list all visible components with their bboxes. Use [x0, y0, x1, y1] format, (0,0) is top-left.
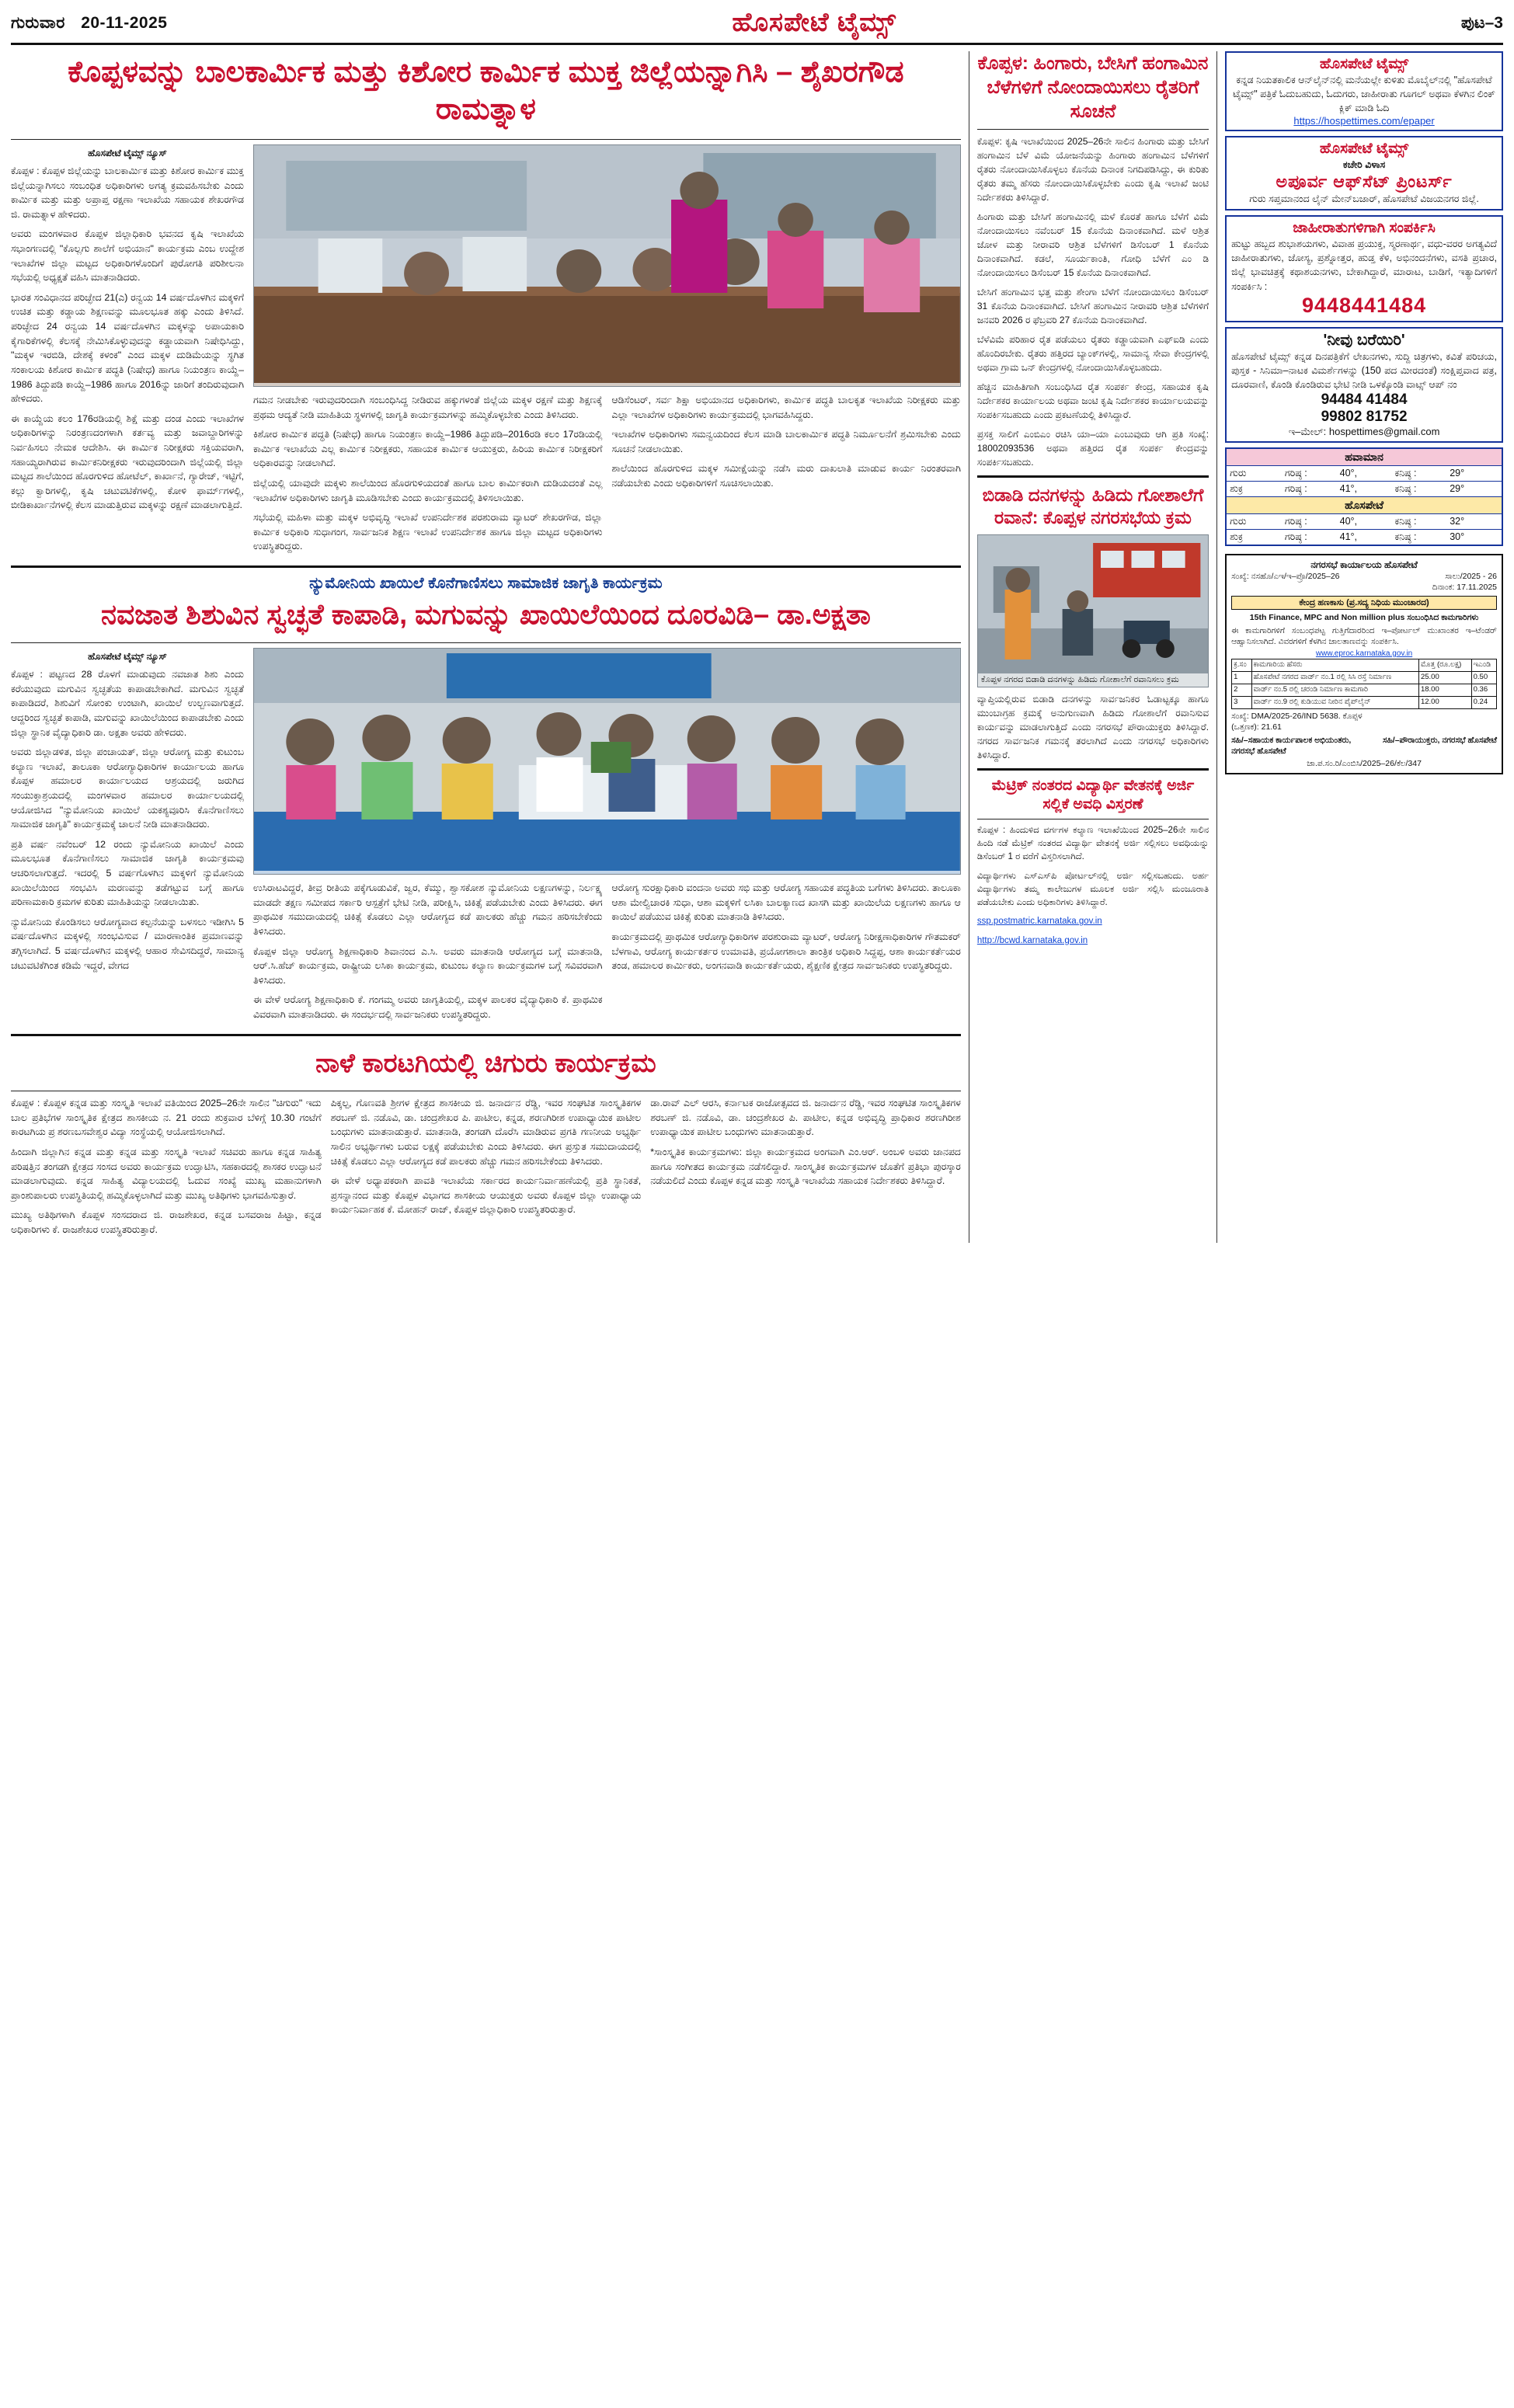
- tender-cell: ಹೊಸಪೇಟೆ ನಗರದ ವಾರ್ಡ್ ನಂ.1 ರಲ್ಲಿ ಸಿಸಿ ರಸ್ತೆ ನಿರ್ಮಾಣ: [1251, 672, 1418, 684]
- classified-ad[interactable]: [1225, 215, 1503, 322]
- classified-ad-title: ಜಾಹೀರಾತುಗಳಿಗಾಗಿ ಸಂಪರ್ಕಿಸಿ: [1293, 220, 1436, 237]
- tender-body: ಈ ಕಾಮಗಾರಿಗಳಿಗೆ ಸಂಬಂಧಪಟ್ಟ ಗುತ್ತಿಗೆದಾರರಿಂದ ಇ–ಪೋರ್ಟಲ್ ಮುಖಾಂತರ ಇ–ಟೆಂಡರ್ ಆಹ್ವಾನಿಸಲಾಗಿದೆ. ವಿವರಗಳಿಗೆ ಕೆಳಗಿನ ಜಾಲತಾಣವನ್ನು ಸಂಪರ್ಕಿಸಿ.: [1231, 625, 1497, 646]
- story3-column-1: [11, 1096, 322, 1242]
- weather-max: 41°,: [1339, 531, 1358, 543]
- tender-footer-id: ಜಾ.ಪ.ಸಂ.ರಿ/ಎಂಬಿಸಿ/2025–26/ಕೆಲ/347: [1307, 759, 1422, 769]
- writer-ad-phone-2[interactable]: 99802 81752: [1321, 409, 1408, 426]
- writer-ad-email-row[interactable]: [1231, 426, 1497, 438]
- lead-para: ಕೊಪ್ಪಳ : ಕೊಪ್ಪಳ ಜಿಲ್ಲೆಯನ್ನು ಬಾಲಕಾರ್ಮಿಕ ಮತ್ತು ಕಿಶೋರ ಕಾರ್ಮಿಕ ಮುಕ್ತ ಜಿಲ್ಲೆಯನ್ನಾಗಿಸಲು ಸಂಬಂಧಿತ ಅಧಿಕಾರಿಗಳು ಅಗತ್ಯ ಕ್ರಮವಹಿಸಬೇಕು ಎಂದು ಕಾರ್ಮಿಕ ಮತ್ತು ಮತ್ತು ಅಪ್ರಾಪ್ತ ರಕ್ಷಣಾ ಇಲಾಖೆಯ ಸಹಾಯಕ ಶೇಖರಗೌಡ ಜಿ. ರಾಮತ್ನಾಳ ಹೇಳಿದರು.: [11, 165, 244, 220]
- notice-para: ಹೆಚ್ಚಿನ ಮಾಹಿತಿಗಾಗಿ ಸಂಬಂಧಿಸಿದ ರೈತ ಸಂಪರ್ಕ ಕೇಂದ್ರ, ಸಹಾಯಕ ಕೃಷಿ ನಿರ್ದೇಶಕರ ಕಾರ್ಯಾಲಯ ಅಥವಾ ಜಂಟಿ ಕೃಷಿ ನಿರ್ದೇಶಕರ ಕಾರ್ಯಾಲಯವನ್ನು ಸಂಪರ್ಕಿಸಬಹುದು ಎಂದು ಪ್ರಕಟಣೆಯಲ್ಲಿ ತಿಳಿಸಿದ್ದಾರೆ.: [976, 381, 1209, 420]
- tender-band: ಕೇಂದ್ರ ಹಣಕಾಸು (ಪ್ರ.ಸದ್ಯ ನಿಧಿಯ ಮುಂಚಾರದ): [1231, 596, 1497, 611]
- scholarship-link[interactable]: ssp.postmatric.karnataka.gov.in: [976, 917, 1102, 927]
- weather-city: ಹೊಸಪೇಟೆ: [1227, 497, 1502, 514]
- story3-headline: ನಾಳೆ ಕಾರಟಗಿಯಲ್ಲಿ ಚಿಗುರು ಕಾರ್ಯಕ್ರಮ: [315, 1048, 656, 1078]
- notice-para: ಹಿಂಗಾರು ಮತ್ತು ಬೇಸಿಗೆ ಹಂಗಾಮಿನಲ್ಲಿ ಮಳೆ ಕೊರತೆ ಹಾಗೂ ಬೆಳೆಗೆ ವಿಮೆ ನೋಂದಾಯಿಸಲು ನವೆಂಬರ್ 15 ಕೊನೆಯ ದಿನಾಂಕವಾಗಿದೆ. ಮಳೆ ಆಶ್ರಿತ ಜೋಳ ಮತ್ತು ನೀರಾವರಿ ಆಶ್ರಿತ ಬೆಳೆಗಳಿಗೆ ಡಿಸೆಂಬರ್ 1 ಕೊನೆಯ ದಿನಾಂಕವಾಗಿದೆ. ಕಡಲೆ, ಸೂರ್ಯಕಾಂತಿ, ಗೋಧಿ ಬೆಳೆಗೆ ಎಂ ಡಿ ನೋಂದಾಯಿಸಲು ಡಿಸೆಂಬರ್ 15 ಕೊನೆಯ ದಿನಾಂಕವಾಗಿದೆ.: [976, 211, 1209, 278]
- weather-max-label: ಗರಿಷ್ಠ :: [1284, 516, 1307, 527]
- scholarship-link[interactable]: http://bcwd.karnataka.gov.in: [976, 935, 1088, 945]
- lead-para: ಕಿಶೋರ ಕಾರ್ಮಿಕ ಪದ್ಧತಿ (ನಿಷೇಧ) ಹಾಗೂ ನಿಯಂತ್ರಣ ಕಾಯ್ದೆ–1986 ತಿದ್ದುಪಡಿ–2016ರಡಿ ಕಲಂ 17ರಡಿಯಲ್ಲಿ ಕಾರ್ಮಿಕ ಇಲಾಖೆಯ ಎಲ್ಲ ಕಾರ್ಮಿಕ ನಿರೀಕ್ಷಕರು, ಸಹಾಯಕ ಕಾರ್ಮಿಕ ಆಯುಕ್ತರು, ಹಿರಿಯ ಕಾರ್ಮಿಕ ನಿರೀಕ್ಷಕರಿಗೆ ಅಧಿಕಾರವನ್ನು ನೀಡಲಾಗಿದೆ.: [253, 429, 603, 469]
- tender-cell: 0.24: [1471, 696, 1496, 708]
- weather-row: [1227, 514, 1502, 530]
- lead-column-1: [11, 144, 244, 559]
- tender-cell: 3: [1232, 696, 1251, 708]
- story2-para: ಆರೋಗ್ಯ ಸುರಕ್ಷಾಧಿಕಾರಿ ವಂದನಾ ಅವರು ಸಭಿ ಮತ್ತು ಆರೋಗ್ಯ ಸಹಾಯಕ ಪದ್ಧತಿಯ ಬಗೆಗಳು ತಿಳಿಸಿದರು. ತಾಲೂಕಾ ಆಶಾ ಮೇಲ್ವಿಚಾರಕಿ ಸುಧಾ, ಆಶಾ ಮಕ್ಕಳಿಗೆ ಲಸಿಕಾ ಬಾಲಕ್ಯಾಣದ ಖಾಸಗಿ ಮತ್ತು ಖಾಯಿಲೆಯ ಲಕ್ಷಣಗಳು ಹಾಗೂ ಆ ಕಾಯಿಲೆ ಪಡೆಯುವ ಚಿಕಿತ್ಸೆ ಕುರಿತು ಮಾತನಾಡಿ ತಿಳಿಸಿದರು.: [611, 882, 961, 923]
- scholarship-para: ಕೊಪ್ಪಳ : ಹಿಂದುಳಿದ ವರ್ಗಗಳ ಕಲ್ಯಾಣ ಇಲಾಖೆಯಿಂದ 2025–26ನೇ ಸಾಲಿನ ಹಿಂದಿ ನಡೆ ಮೆಟ್ರಿಕ್ ನಂತರದ ವಿದ್ಯಾರ್ಥಿ ವೇತನಕ್ಕೆ ಅರ್ಜಿ ಸಲ್ಲಿಸಲು ಅವಧಿಯನ್ನು ಡಿಸೆಂಬರ್ 1 ರ ವರೆಗೆ ವಿಸ್ತರಿಸಲಾಗಿದೆ.: [976, 825, 1209, 862]
- cattle-street-photo-illustration: [978, 535, 1208, 687]
- cattle-headline: ಬಿಡಾಡಿ ದನಗಳನ್ನು ಹಿಡಿದು ಗೋಶಾಲೆಗೆ ರವಾನೆ: ಕೊಪ್ಪಳ ನಗರಸಭೆಯ ಕ್ರಮ: [982, 484, 1204, 528]
- story2-byline: ಹೊಸಪೇಟೆ ಟೈಮ್ಸ್ ನ್ಯೂಸ್: [88, 651, 167, 663]
- press-ad-address: ಗುರು ಸಪ್ತಮಾನಂದ ಲೈನ್ ಮೇನ್‌ಬಜಾರ್, ಹೊಸಪೇಟೆ ವಿಜಯನಗರ ಜಿಲ್ಲೆ.: [1249, 193, 1479, 205]
- lead-para: ಗಮನ ನೀಡಬೇಕು ಇರುವುದರಿಂದಾಗಿ ಸಂಬಂಧಿಸಿದ್ದ ನೀಡಿರುವ ಹಕ್ಕುಗಳಂತೆ ಜಿಲ್ಲೆಯ ಮಕ್ಕಳ ರಕ್ಷಣೆ ಮತ್ತು ಶಿಕ್ಷಣಕ್ಕೆ ಪ್ರಥಮ ಆದ್ಯತೆ ನೀಡಿ ಮಾಹಿತಿಯ ಸ್ಥಳಗಳಲ್ಲಿ ಜಾಗೃತಿ ಕಾರ್ಯಕ್ರಮಗಳನ್ನು ಹಮ್ಮಿಕೊಳ್ಳಬೇಕು ಎಂದು ತಿಳಿಸಿದರು.: [253, 395, 603, 420]
- story3-column-3: [650, 1096, 961, 1242]
- story3-para: ಪಿಕ್ಕಲ್ಪ, ಗೊಣವತಿ ಶ್ರೀಗಳ ಕ್ಷೇತ್ರದ ಶಾಸಕೀಯ ಜಿ. ಜನಾರ್ದನ ರೆಡ್ಡಿ, ಇವರ ಸಂಘಟಿತ ಸಾಂಸ್ಕೃತಿಕಗಳ ಶರಬಣ್ ಜಿ. ನಡೊವಿ, ಡಾ. ಚಂದ್ರಶೇಖರ ಪಿ. ಪಾಟೀಲ, ಕನ್ನಡ, ಶರಣಗಿರೀಶ ಉಪಾಧ್ಯಾಯಿಕ ಪಾಟೀಲ ಬಂಧುಗಳು ಮಾತನಾಡುತ್ತಾರೆ. ಮಾತನಾಡಿ, ತಂಗಡಗಿ ದೊರೆಸಿ ಮಾಡಿರುವ ಪ್ರಗತಿ ಗಣನೀಯ ಅಭ್ಯರ್ಥಿ ಸಾಲಿನ ಅಭ್ಯರ್ಥಿಗಳು ಬರುವ ಲಕ್ಷಕ್ಕೆ ಪಡೆಯಬೇಕು ಎಂದು ತಿಳಿಸಿದರು. ಈಗ ಪ್ರಸ್ತುತ ಸಮುದಾಯದಲ್ಲಿ ಚಿಕಿತ್ಸೆ ಕೊಡಲು ಎಲ್ಲಾ ಆರೋಗ್ಯದ ಕಡೆ ಪಾಲಕರು ಹೆಚ್ಚು ಗಮನ ಹರಿಸಬೇಕೆಂದು ತಿಳಿಸಿದರು.: [330, 1098, 642, 1167]
- weather-row: [1227, 466, 1502, 482]
- lead-para: ಶಾಲೆಯಿಂದ ಹೊರಗುಳಿದ ಮಕ್ಕಳ ಸಮೀಕ್ಷೆಯನ್ನು ನಡೆಸಿ ಮರು ದಾಖಲಾತಿ ಮಾಡುವ ಕಾರ್ಯ ನಿರಂತರವಾಗಿ ನಡೆಯಬೇಕು ಎಂದು ಅಧಿಕಾರಿಗಳಿಗೆ ಸೂಚಿಸಲಾಯಿತು.: [611, 463, 961, 489]
- tender-cell: 25.00: [1418, 672, 1471, 684]
- notice-para: ಪ್ರಸಕ್ತ ಸಾಲಿಗೆ ಎಂಬಿಎಂ ರಚಿಸಿ ಯಾ–ಯಾ ಎಂಬುವುದು ಆಗಿ ಪ್ರತಿ ಸಂಖ್ಯೆ: 18002093536 ಅಥವಾ ಹತ್ತಿರದ ರೈತ ಸಂಪರ್ಕ ಕೇಂದ್ರವನ್ನು ಸಂಪರ್ಕಿಸಬಹುದು.: [976, 428, 1209, 468]
- epaper-ad[interactable]: [1225, 51, 1503, 131]
- story3-para: *ಸಾಂಸ್ಕೃತಿಕ ಕಾರ್ಯಕ್ರಮಗಳು: ಜಿಲ್ಲಾ ಕಾರ್ಯಕ್ರಮದ ಅಂಗವಾಗಿ ಎಂ.ಆರ್. ಅಂಬಳಿ ಅವರು ಜಾನಪದ ಹಾಗೂ ಸಂಗೀತದ ಕಾರ್ಯಕ್ರಮ ನಡೆಸಲಿದ್ದಾರೆ. ಸಾಂಸ್ಕೃತಿಕ ಕಾರ್ಯಕ್ರಮಗಳ ಜೊತೆಗೆ ಪ್ರತಿಭಾ ಪುರಸ್ಕಾರ ನಡೆಯಲಿದೆ ಎಂದು ಕೊಪ್ಪಳ ಕನ್ನಡ ಮತ್ತು ಸಂಸ್ಕೃತಿ ಇಲಾಖೆಯ ಸಹಾಯಕ ನಿರ್ದೇಶಕರು ತಿಳಿಸಿದ್ದಾರೆ.: [650, 1146, 961, 1187]
- cattle-para: ವ್ಯಾಪ್ತಿಯಲ್ಲಿರುವ ಬಿಡಾಡಿ ದನಗಳನ್ನು ಸಾರ್ವಜನಿಕರ ಓಡಾಟ್ಟಕ್ಕೂ ಹಾಗೂ ಮುಂಬಾಗ್ರಹ ಕ್ರಮಕ್ಕೆ ಅನುಗುಣವಾಗಿ ಹಿಡಿದು ಗೋಶಾಲೆಗೆ ರವಾನಿಸುವ ಕಾರ್ಯವನ್ನು ಮಾಡಲಾಗುತ್ತಿದೆ ಎಂದು ನಗರಸಭೆ ಪೌರಾಯುಕ್ತರು ತಿಳಿಸಿದ್ದಾರೆ. ನಗರದ ಸಾರ್ವಜನಿಕ ಗಮನಕ್ಕೆ ತರಲಾಗಿದೆ ಎಂದು ನಗರಸಭೆ ಅಧಿಕಾರಿಗಳು ತಿಳಿಸಿದ್ದಾರೆ.: [976, 694, 1209, 761]
- weather-day: ಶುಕ್ರ: [1230, 483, 1244, 495]
- story3-para: ಹಿಂದಾಗಿ ಜಿಲ್ಲಾಗಿನ ಕನ್ನಡ ಮತ್ತು ಕನ್ನಡ ಮತ್ತು ಸಂಸ್ಕೃತಿ ಇಲಾಖೆ ಸಚಿವರು ಹಾಗೂ ಕನ್ನಡ ಸಾಹಿತ್ಯ ಪರಿಷತ್ತಿನ ತಂಗಡಗಿ ಕ್ಷೇತ್ರದ ಸಂಸದ ಅವರು ಕಾರ್ಯಕ್ರಮ ಉದ್ಘಾಟಿಸಿ, ಸಹಕಾರದಲ್ಲಿ ಶಾಸಕರ ಉದ್ಘಾಟನೆ ಮಾಡಲಾಗುವುದು. ಕನ್ನಡ ಸಾಹಿತ್ಯ ವಿದ್ಯಾಲಯದಲ್ಲಿ ಓದುವ ಸಂಖ್ಯೆ ಮುಖ್ಯ ಮಹಾನುಗಳಾಗಿ ಪ್ರಾಂಶುಪಾಲರು ಉಪಸ್ಥಿತಿಯಲ್ಲಿ ಹಮ್ಮಿಕೊಳ್ಳಲಾಗಿದೆ ಮತ್ತು ಮುಖ್ಯ ಅತಿಥಿಗಳು ಭಾಗವಹಿಸುತ್ತಾರೆ.: [11, 1146, 322, 1201]
- tender-sign-left: ಸಹಿ/–ಸಹಾಯಕ ಕಾರ್ಯಪಾಲಕ ಅಭಿಯಂತರು, ನಗರಸಭೆ ಹೊಸಪೇಟೆ: [1231, 736, 1352, 757]
- writer-ad-email[interactable]: hospettimes@gmail.com: [1328, 426, 1440, 438]
- table-row: [1232, 672, 1497, 684]
- story2-photo-caption: [254, 871, 960, 874]
- tender-footer-note: (ಒತ್ತಣಕ): 21.61: [1231, 722, 1282, 732]
- weather-day: ಶುಕ್ರ: [1230, 531, 1244, 543]
- health-awareness-photo-illustration: [254, 649, 960, 874]
- masthead-weekday: ಗುರುವಾರ: [11, 13, 65, 32]
- table-row: [1232, 696, 1497, 708]
- weather-min: 32°: [1450, 516, 1465, 527]
- meeting-photo-illustration: [254, 145, 960, 386]
- lead-headline: ಕೊಪ್ಪಳವನ್ನು ಬಾಲಕಾರ್ಮಿಕ ಮತ್ತು ಕಿಶೋರ ಕಾರ್ಮಿಕ ಮುಕ್ತ ಜಿಲ್ಲೆಯನ್ನಾಗಿಸಿ – ಶೈಖರಗೌಡ ರಾಮತ್ನಾಳ: [68, 56, 904, 126]
- story2-photo: [253, 648, 961, 875]
- masthead-title: ಹೊಸಪೇಟೆ ಟೈಮ್ಸ್: [732, 8, 896, 37]
- tender-date: ದಿನಾಂಕ: 17.11.2025: [1432, 583, 1497, 593]
- tender-year: ಸಾಲು/2025 - 26: [1445, 572, 1497, 582]
- tender-cell: 0.50: [1471, 672, 1496, 684]
- masthead: [11, 8, 1503, 45]
- press-ad: [1225, 136, 1503, 211]
- masthead-page-number: ಪುಟ–3: [1460, 13, 1503, 32]
- weather-day: ಗುರು: [1230, 516, 1247, 527]
- story2-para: ಕಾರ್ಯಕ್ರಮದಲ್ಲಿ ಪ್ರಾಥಮಿಕ ಆರೋಗ್ಯಾಧಿಕಾರಿಗಳ ಪರಶುರಾಮ ವ್ಯಾಟರ್, ಆರೋಗ್ಯ ನಿರೀಕ್ಷಣಾಧಿಕಾರಿಗಳ ಗೌತಮಕರ್ ಬೆಳಗಾವಿ, ಆರೋಗ್ಯ ಕಾರ್ಯಕರ್ತರ ಉಮಾವತಿ, ಪ್ರಯೋಗಶಾಲಾ ತಾಂತ್ರಿಕ ಅಧಿಕಾರಿ ಸಿದ್ದಪ್ಪ, ಆಶಾ ಕಾರ್ಯಕರ್ತೆಯರ ತಂಡ, ಹಮಾಲರ ಕಾರ್ಮಿಕರು, ಅಂಗನವಾಡಿ ಕಾರ್ಯಕರ್ತೆಯರು, ಶೈಕ್ಷಣಿಕ ಕ್ಷೇತ್ರದ ಸಾರ್ವಜನಿಕರು ಉಪಸ್ಥಿತರಿದ್ದರು.: [611, 931, 961, 972]
- table-row: [1232, 684, 1497, 697]
- story3-para: ಮುಖ್ಯ ಅತಿಥಿಗಳಾಗಿ ಕೊಪ್ಪಳ ಸಂಸದರಾದ ಜಿ. ರಾಜಶೇಖರ, ಕನ್ನಡ ಬಸವರಾಜ ಹಿಟ್ಟಾ, ಕನ್ನಡ ಅಧಿಕಾರಿಗಳು ಕೆ. ರಾಜಶೇಖರ ಉಪಸ್ಥಿತರಿರುತ್ತಾರೆ.: [11, 1209, 322, 1235]
- classified-ad-phone[interactable]: 9448441484: [1301, 293, 1427, 317]
- tender-no: ಸಂಖ್ಯೆ: ನಸಹೊ/ಎಇ/ಇ–ಪ್ರೊ/2025–26: [1231, 572, 1340, 582]
- epaper-ad-url[interactable]: https://hospettimes.com/epaper: [1293, 115, 1435, 127]
- tender-cell: 2: [1232, 684, 1251, 697]
- lead-para: ಈ ಕಾಯ್ದೆಯ ಕಲಂ 176ರಡಿಯಲ್ಲಿ ಶಿಕ್ಷೆ ಮತ್ತು ದಂಡ ಎಂದು ಇಲಾಖೆಗಳ ಅಧಿಕಾರಿಗಳನ್ನು ನಿರಂತ್ರಣದಂಗಳಾಗಿ ಕರ್ತವ್ಯ ಮತ್ತು ಜವಾಬ್ದಾರಿಗಳನ್ನು ನಿರ್ವಹಿಸಲು ನೇಮಕ ಆದೇಶಿಸಿ. ಈ ಕಾರ್ಮಿಕ ನಿರೀಕ್ಷಕರು ಸಕ್ತಿಯವರಾಗಿ, ಸಹಾಯ್ಯರಾಗಿರುವ ಕಾರ್ಮಿಕನಿರೀಕ್ಷಕರು ಇರುವುದರಿಂದಾಗಿ ಜಿಲ್ಲೆಯಲ್ಲಿ ಜಿಲ್ಲಾ ಮಟ್ಟದ ಶಾಲೆಯಿಂದ ಹೊರಗುಳಿದ ಹೋಟೆಲ್, ಕಾರ್ಖಾನೆ, ಗ್ಯಾರೇಜ್, ಇಟ್ಟಿಗೆ, ಕಲ್ಲು ಕ್ವಾರಿಗಳಲ್ಲಿ, ಕೃಷಿ ಚಟುವಟಿಕೆಗಳಲ್ಲಿ, ಕೋಳಿ ಫಾರ್ಮ್‌ಗಳಲ್ಲಿ, ಬೀಡಿಕಾರ್ಖಾನೆಗಳಲ್ಲಿ ಕೆಲಸ ಮಾಡುತ್ತಿರುವ ಮಕ್ಕಳನ್ನು ರಕ್ಷಣೆ ಮಾಡಲಾಗುತ್ತಿದೆ.: [11, 412, 244, 511]
- notice-para: ಬೇಸಿಗೆ ಹಂಗಾಮಿನ ಭತ್ತ ಮತ್ತು ಶೇಂಗಾ ಬೆಳೆಗೆ ನೋಂದಾಯಿಸಲು ಡಿಸೆಂಬರ್ 31 ಕೊನೆಯ ದಿನಾಂಕವಾಗಿದೆ. ಬೇಸಿಗೆ ಹಂಗಾಮಿನ ನೀರಾವರಿ ಆಶ್ರಿತ ಬೆಳೆಗಳಿಗೆ ಜನವರಿ 2026 ರ ಫೆಬ್ರವರಿ 27 ಕೊನೆಯ ದಿನಾಂಕವಾಗಿದೆ.: [976, 286, 1209, 325]
- weather-row: [1227, 482, 1502, 497]
- tender-cell: 1: [1232, 672, 1251, 684]
- writer-ad-phone-1[interactable]: 94484 41484: [1321, 391, 1408, 409]
- story2-column-1: [11, 648, 244, 1027]
- middle-region: [969, 51, 1209, 1243]
- right-ad-region: [1216, 51, 1503, 1243]
- press-ad-printer: ಅಪೂರ್ವ ಆಫ್‌ಸೆಟ್ ಪ್ರಿಂಟರ್ಸ್: [1276, 172, 1453, 192]
- story2-para: ಉಸಿರಾಟವಿದ್ದರೆ, ತೀವ್ರ ರೀತಿಯ ಪಕ್ಕೆಗೂಡುವಿಕೆ, ಜ್ವರ, ಕೆಮ್ಮು, ಶ್ವಾಸಕೋಶ ನ್ಯುಮೋನಿಯ ಲಕ್ಷಣಗಳನ್ನು, ನಿರ್ಲಕ್ಷ್ಯ ಮಾಡದೇ ತಕ್ಷಣ ಸಮೀಪದ ಸರ್ಕಾರಿ ಆಸ್ಪತ್ರೆಗೆ ಭೇಟಿ ನೀಡಿ, ಪರೀಕ್ಷಿಸಿ, ಚಿಕಿತ್ಸೆ ಪಡೆಯಬೇಕು ಎಂದು ತಿಳಿಸಿದರು. ಈಗ ಪ್ರಾಥಮಿಕ ಸಮುದಾಯದಲ್ಲಿ ಚಿಕಿತ್ಸೆ ಕೊಡಲು ಎಲ್ಲಾ ಆರೋಗ್ಯದ ಕಡೆ ಪಾಲಕರು ಹೆಚ್ಚು ಗಮನ ಹರಿಸಬೇಕೆಂದು ತಿಳಿಸಿದರು.: [253, 882, 603, 937]
- masthead-date: 20-11-2025: [81, 13, 168, 32]
- press-ad-office-line: ಕಚೇರಿ ವಿಳಾಸ: [1342, 159, 1386, 171]
- lead-para: ಜಿಲ್ಲೆಯಲ್ಲಿ ಯಾವುದೇ ಮಕ್ಕಳು ಶಾಲೆಯಿಂದ ಹೊರಗುಳಿಯದಂತೆ ಹಾಗೂ ಬಾಲ ಕಾರ್ಮಿಕರಾಗಿ ದುಡಿಯದಂತೆ ಎಲ್ಲ ಇಲಾಖೆಗಳ ಅಧಿಕಾರಿಗಳು ಜಾಗೃತಿ ಮೂಡಿಸಬೇಕು ಎಂದು ಕಾರ್ಯಕ್ರಮದಲ್ಲಿ ತಿಳಿಸಲಾಯಿತು.: [253, 478, 603, 503]
- tender-notice: [1225, 554, 1503, 774]
- story2-kicker: ನ್ಯುಮೋನಿಯ ಖಾಯಿಲೆ ಕೊನೆಗಾಣಿಸಲು ಸಾಮಾಜಿಕ ಜಾಗೃತಿ ಕಾರ್ಯಕ್ರಮ: [309, 575, 663, 593]
- weather-max-label: ಗರಿಷ್ಠ :: [1284, 531, 1307, 543]
- weather-title: ಹವಾಮಾನ: [1227, 449, 1502, 466]
- notice-headline: ಕೊಪ್ಪಳ: ಹಿಂಗಾರು, ಬೇಸಿಗೆ ಹಂಗಾಮಿನ ಬೆಳೆಗಳಿಗೆ ನೋಂದಾಯಿಸಲು ರೈತರಿಗೆ ಸೂಚನೆ: [977, 53, 1209, 123]
- weather-max-label: ಗರಿಷ್ಠ :: [1284, 468, 1307, 479]
- tender-cell: 0.36: [1471, 684, 1496, 697]
- writer-ad-body: ಹೊಸಪೇಟೆ ಟೈಮ್ಸ್ ಕನ್ನಡ ದಿನಪತ್ರಿಕೆಗೆ ಲೇಖನಗಳು, ಸುದ್ದಿ ಚಿತ್ರಗಳು, ಕವಿತೆ ಪರಿಚಯ, ಪುಸ್ತಕ - ಸಿನಿಮಾ–ನಾಟಕ ವಿಮರ್ಶೆಗಳನ್ನು (150 ಪದ ಮೀರದಂತೆ) ಸಂಕ್ಷಿಪ್ತವಾದ ಪತ್ರ, ದೂರವಾಣಿ, ಕೊಂಡಿ ಕೊಂಡಿರುವ ಭೇಟಿ ನೀಡಿ ಒಳಕ್ಕೊಂಡಿ ವಾಟ್ಸ್ ಆಪ್ ನಂ: [1231, 350, 1497, 390]
- masthead-left: [11, 14, 167, 33]
- story2-para: ಈ ವೇಳೆ ಆರೋಗ್ಯ ಶಿಕ್ಷಣಾಧಿಕಾರಿ ಕೆ. ಗಂಗಮ್ಮ ಅವರು ಜಾಗೃತಿಯಲ್ಲಿ, ಮಕ್ಕಳ ಪಾಲಕರ ವೈದ್ಯಾಧಿಕಾರಿ ಕೆ. ಪ್ರಾಥಮಿಕ ವಿವರವಾಗಿ ಮಾತನಾಡಿದರು. ಈ ಸಂದರ್ಭದಲ್ಲಿ ಸಾರ್ವಜನಿಕರು ಉಪಸ್ಥಿತರಿದ್ದರು.: [253, 994, 603, 1020]
- cattle-body: [977, 692, 1209, 762]
- lead-para: ಭಾರತ ಸಂವಿಧಾನದ ಪರಿಚ್ಛೇದ 21(ಎ) ರನ್ವಯ 14 ವರ್ಷದೊಳಗಿನ ಮಕ್ಕಳಿಗೆ ಉಚಿತ ಮತ್ತು ಕಡ್ಡಾಯ ಶಿಕ್ಷಣವನ್ನು ಮೂಲಭೂತ ಹಕ್ಕು ಎಂದು ತಿಳಿಸಿದೆ. ಪರಿಚ್ಛೇದ 24 ರನ್ವಯ 14 ವರ್ಷದೊಳಗಿನ ಮಕ್ಕಳನ್ನು ಅಪಾಯಕಾರಿ ಕೈಗಾರಿಕೆಗಳಲ್ಲಿ ಕೆಲಸಕ್ಕೆ ನೇಮಿಸಿಕೊಳ್ಳುವುದನ್ನು ಕಡ್ಡಾಯವಾಗಿ ನಿಷೇಧಿಸಿದ್ದು, "ಮಕ್ಕಳ ಇರಬಿಡಿ, ದೇಶಕ್ಕೆ ಕಳಂಕ" ಎಂದ ಮಕ್ಕಳ ದುಡಿಮೆಯನ್ನು ಸ್ಥಗಿತ ಸಂಕಾಲಯ ಕಿಶೋರ ಕಾರ್ಮಿಕ ಪದ್ಧತಿ (ನಿಷೇಧ) ಹಾಗೂ ನಿಯಂತ್ರಣ ಕಾಯ್ದೆ–1986 ತಿದ್ದುಪಡಿ ಕಾಯ್ದೆ–1986 ಹಾಗೂ 2016ನ್ನು ಜಾರಿಗೆ ತಂದಿರುವುದಾಗಿ ಹೇಳಿದರು.: [11, 291, 244, 405]
- story2-column-3: [611, 881, 960, 1027]
- lead-para: ಸಭೆಯಲ್ಲಿ ಮಹಿಳಾ ಮತ್ತು ಮಕ್ಕಳ ಅಭಿವೃದ್ಧಿ ಇಲಾಖೆ ಉಪನಿರ್ದೇಶಕ ಪರಶುರಾಮ ವ್ಯಾಟರ್ ಶೇಖರಗೌಡ, ಜಿಲ್ಲಾ ಕಾರ್ಮಿಕ ಅಧಿಕಾರಿ ಸುಧಾಗಂಗ, ಸಾರ್ವಜನಿಕ ಶಿಕ್ಷಣ ಇಲಾಖೆ ಉಪನಿರ್ದೇಶಕ ಹಾಗೂ ಜಿಲ್ಲಾ ಮಟ್ಟದ ಅಧಿಕಾರಿಗಳು ಉಪಸ್ಥಿತರಿದ್ದರು.: [253, 512, 603, 552]
- tender-col-head: ಕಾಮಗಾರಿಯ ಹೆಸರು: [1251, 659, 1418, 672]
- weather-day: ಗುರು: [1230, 468, 1247, 479]
- weather-max: 40°,: [1339, 516, 1358, 527]
- weather-max: 41°,: [1339, 483, 1358, 495]
- weather-min-label: ಕನಿಷ್ಠ :: [1394, 531, 1417, 543]
- cattle-photo: [977, 534, 1209, 687]
- scholarship-para: ವಿದ್ಯಾರ್ಥಿಗಳು ಎಸ್‌ಎಸ್‌ಪಿ ಪೋರ್ಟಲ್‌ನಲ್ಲಿ ಅರ್ಜಿ ಸಲ್ಲಿಸಬಹುದು. ಅರ್ಹ ವಿದ್ಯಾರ್ಥಿಗಳು ತಮ್ಮ ಕಾಲೇಜುಗಳ ಮೂಲಕ ಅರ್ಜಿ ಸಲ್ಲಿಸಿ ಮಂಜೂರಾತಿ ಪಡೆಯಬೇಕು ಎಂದು ಅಧಿಕಾರಿಗಳು ತಿಳಿಸಿದ್ದಾರೆ.: [976, 871, 1209, 908]
- tender-url[interactable]: www.eproc.karnataka.gov.in: [1315, 649, 1413, 658]
- weather-min-label: ಕನಿಷ್ಠ :: [1394, 468, 1417, 479]
- notice-para: ಕೊಪ್ಪಳ: ಕೃಷಿ ಇಲಾಖೆಯಿಂದ 2025–26ನೇ ಸಾಲಿನ ಹಿಂಗಾರು ಮತ್ತು ಬೇಸಿಗೆ ಹಂಗಾಮಿನ ಬೆಳೆ ವಿಮೆ ಯೋಜನೆಯನ್ನು ಹಿಂಗಾರು ಹಂಗಾಮಿನ ಬೆಳೆಗಳಿಗೆ ರೈತರು ನೋಂದಾಯಿಸಿಕೊಳ್ಳಲು ಕೊನೆಯ ದಿನಾಂಕ ನಿಗದಿಪಡಿಸಿದ್ದು, ಈ ಕುರಿತು ರೈತರು ತಮ್ಮ ಹೆಸರು ನೋಂದಾಯಿಸಿಕೊಳ್ಳಬೇಕು ಎಂದು ಕೃಷಿ ಇಲಾಖೆ ಜಂಟಿ ನಿರ್ದೇಶಕರು ತಿಳಿಸಿದ್ದಾರೆ.: [976, 135, 1209, 203]
- epaper-ad-text: ಕನ್ನಡ ನಿಯತಕಾಲಿಕ ಆನ್‌ಲೈನ್‌ನಲ್ಲಿ ಮನೆಯಲ್ಲೇ ಕುಳಿತು ಮೊಬೈಲ್‌ನಲ್ಲಿ "ಹೊಸಪೇಟೆ ಟೈಮ್ಸ್" ಪತ್ರಿಕೆ ಓದುಬಹುದು, ಓದುಗರು, ಜಾಹೀರಾತು ಗೂಗಲ್ ಅಥವಾ ಕೆಳಗಿನ ಲಿಂಕ್ ಕ್ಲಿಕ್ ಮಾಡಿ ಓದಿ: [1233, 74, 1495, 114]
- weather-row: [1227, 530, 1502, 545]
- tender-col-head: ಇಎಂಡಿ: [1471, 659, 1496, 672]
- tender-english-line: 15th Finance, MPC and Non million plus ಸಂಬಂಧಿಸಿದ ಕಾಮಗಾರಿಗಳು: [1249, 613, 1479, 623]
- tender-sign-right: ಸಹಿ/–ಪೌರಾಯುಕ್ತರು, ನಗರಸಭೆ ಹೊಸಪೇಟೆ: [1383, 736, 1497, 746]
- epaper-ad-brand: ಹೊಸಪೇಟೆ ಟೈಮ್ಸ್: [1319, 56, 1409, 72]
- lead-byline: ಹೊಸಪೇಟೆ ಟೈಮ್ಸ್ ನ್ಯೂಸ್: [88, 148, 167, 158]
- writer-ad[interactable]: [1225, 327, 1503, 443]
- scholarship-body: [977, 824, 1209, 948]
- table-header-row: [1232, 659, 1497, 672]
- writer-ad-email-label: ಇ–ಮೇಲ್:: [1288, 426, 1327, 438]
- weather-min-label: ಕನಿಷ್ಠ :: [1394, 516, 1417, 527]
- lead-para: ಆಡಿಸೆಂಟರ್, ಸರ್ವ ಶಿಕ್ಷಾ ಅಭಿಯಾನದ ಅಧಿಕಾರಿಗಳು, ಕಾರ್ಮಿಕ ಪದ್ಧತಿ ಬಾಲಕೃತ ಇಲಾಖೆಯ ನಿರೀಕ್ಷಕರು ಮತ್ತು ಎಲ್ಲಾ ಇಲಾಖೆಗಳ ಅಧಿಕಾರಿಗಳು ಕಾರ್ಯಕ್ರಮದಲ್ಲಿ ಭಾಗವಹಿಸಿದ್ದರು.: [611, 395, 961, 420]
- story2-headline: ನವಜಾತ ಶಿಶುವಿನ ಸ್ವಚ್ಛತೆ ಕಾಪಾಡಿ, ಮಗುವನ್ನು ಖಾಯಿಲೆಯಿಂದ ದೂರವಿಡಿ– ಡಾ.ಅಕ್ಷತಾ: [101, 598, 871, 631]
- notice-body: [977, 134, 1209, 469]
- story2-para: ಕೊಪ್ಪಳ : ಪಟ್ಟಣದ 28 ರೊಳಗೆ ಮಾಡುವುದು ನವಜಾತ ಶಿಶು ಎಂದು ಕರೆಯುವುದು ಮಗುವಿನ ಸ್ವಚ್ಛತೆಯ ಕಾಪಾಡಬೇಕಾಗಿದೆ. ಮಗುವಿನ ಸ್ವಚ್ಛತೆ ಕಾಪಾಡಿದರೆ, ಶಿಶುವಿಗೆ ಸೋಂಕು ಉಂಟಾಗಿ, ಖಾಯಿಲೆ ಉಲ್ಬಣವಾಗುತ್ತದೆ. ಆದ್ದರಿಂದ ಸ್ವಚ್ಛತೆ ಕಾಪಾಡಿ, ಮಗುವನ್ನು ಖಾಯಿಲೆಯಿಂದ ಕಾಪಾಡಬೇಕು ಎಂದು ಜಿಲ್ಲಾ ಸ್ಥಾನಿಕ ವೈದ್ಯಾಧಿಕಾರಿ ಡಾ. ಅಕ್ಷತಾ ಅವರು ಹೇಳಿದರು.: [11, 669, 244, 738]
- weather-min: 29°: [1450, 483, 1465, 495]
- tender-cell: ವಾರ್ಡ್ ನಂ.9 ರಲ್ಲಿ ಕುಡಿಯುವ ನೀರಿನ ಪೈಪ್‌ಲೈನ್: [1251, 696, 1418, 708]
- tender-footer-left: ಸಂಖ್ಯೆ: DMA/2025-26/IND 5638. ಕೊಪ್ಪಳ: [1231, 711, 1363, 721]
- cattle-photo-caption: ಕೊಪ್ಪಳ ನಗರದ ಬಿಡಾಡಿ ದನಗಳನ್ನು ಹಿಡಿದು ಗೋಶಾಲೆಗೆ ರವಾನಿಸಲು ಕ್ರಮ: [978, 673, 1208, 687]
- left-region: [11, 51, 961, 1243]
- lead-para: ಇಲಾಖೆಗಳ ಅಧಿಕಾರಿಗಳು ಸಮನ್ವಯದಿಂದ ಕೆಲಸ ಮಾಡಿ ಬಾಲಕಾರ್ಮಿಕ ಪದ್ಧತಿ ನಿರ್ಮೂಲನೆಗೆ ಶ್ರಮಿಸಬೇಕು ಎಂದು ಸೂಚನೆ ನೀಡಲಾಯಿತು.: [611, 429, 961, 454]
- story3-column-2: [331, 1096, 642, 1242]
- lead-column-3: [611, 393, 960, 559]
- lead-photo-caption: [254, 383, 960, 386]
- tender-office: ನಗರಸಭೆ ಕಾರ್ಯಾಲಯ ಹೊಸಪೇಟೆ: [1310, 559, 1418, 571]
- tender-cell: 12.00: [1418, 696, 1471, 708]
- weather-widget: [1225, 447, 1503, 546]
- classified-ad-body: ಹುಟ್ಟು ಹಬ್ಬದ ಶುಭಾಶಯಗಳು, ವಿವಾಹ ಪ್ರಯುಕ್ತ, ಸ್ಮರಣಾರ್ಥ, ವಧು-ವರರ ಅಗತ್ಯವಿದೆ ಜಾಹೀರಾತುಗಳು, ಜೋಸ್ಯ, ಪ್ರಶ್ನೋತ್ತರ, ಹುಡ್ತ ಕೆಳಿ, ಅಭಿನಂದನೆಗಳು, ವಸತಿ ಪ್ರಚಾರ, ಜಿಲ್ಲೆ ಭಾವಚಿತ್ರಕ್ಕೆ ಕಥಾಶಯನಗಳು, ಬೇಕಾಗಿದ್ದಾರೆ, ಮಾರಾಟ, ಬಾಡಿಗೆ, ಇತ್ಯಾದಿಗಳಿಗೆ ಸಂಪರ್ಕಿಸಿ :: [1231, 238, 1497, 292]
- lead-column-2: [253, 393, 602, 559]
- notice-para: ಬೆಳೆವಿಮೆ ಪರಿಹಾರ ರೈತ ಪಡೆಯಲು ರೈತರು ಕಡ್ಡಾಯವಾಗಿ ಎಫ್‌ಐಡಿ ಎಂದು ಹೊಂದಿರಬೇಕು. ರೈತರು ಹತ್ತಿರದ ಬ್ಯಾಂಕ್‌ಗಳಲ್ಲಿ, ಸಾಮಾನ್ಯ ಸೇವಾ ಕೇಂದ್ರಗಳಲ್ಲಿ ಅಥವಾ ಗ್ರಾಮ ಒನ್ ಕೇಂದ್ರಗಳಲ್ಲಿ ನೋಂದಾಯಿಸಿಕೊಳ್ಳಬಹುದು.: [976, 333, 1209, 373]
- scholarship-headline: ಮೆಟ್ರಿಕ್ ನಂತರದ ವಿದ್ಯಾರ್ಥಿ ವೇತನಕ್ಕೆ ಅರ್ಜಿ ಸಲ್ಲಿಕೆ ಅವಧಿ ವಿಸ್ತರಣೆ: [991, 778, 1195, 813]
- story2-para: ಅವರು ಜಿಲ್ಲಾಡಳಿತ, ಜಿಲ್ಲಾ ಪಂಚಾಯತ್, ಜಿಲ್ಲಾ ಆರೋಗ್ಯ ಮತ್ತು ಕುಟುಂಬ ಕಲ್ಯಾಣ ಇಲಾಖೆ, ತಾಲೂಕಾ ಆರೋಗ್ಯಾಧಿಕಾರಿಗಳ ಕಾರ್ಯಾಲಯ ಹಾಗೂ ಕೊಪ್ಪಳ ಹಮಾಲರ ಕಾರ್ಯಾಲಯದ ಆಶ್ರಯದಲ್ಲಿ ಜರುಗಿದ ಸಂಯುಕ್ತಾಶ್ರಯದಲ್ಲಿ ಮಂಗಳವಾರ ಹಮಾಲರ ಕಾರ್ಯಾಲಯದಲ್ಲಿ ಆಯೋಜಿಸಿದ "ನ್ಯುಮೋನಿಯ ಖಾಯಿಲೆ ಯಕಶ್ಯವೂರಿಸಿ ಕೊನೆಗಾಣಿಸಲು ಸಾಮಾಜಿಕ ಜಾಗೃತಿ" ಕಾರ್ಯಕ್ರಮಕ್ಕೆ ಚಾಲನೆ ನೀಡಿ ಮಾತನಾಡಿದರು.: [11, 746, 244, 830]
- story3-para: ಡಾ.ರಾವ್ ಎಲ್ ಆರಸಿ, ಕರ್ನಾಟಕ ರಾಜೋತ್ಸವದ ಜಿ. ಜನಾರ್ದನ ರೆಡ್ಡಿ, ಇವರ ಸಂಘಟಿತ ಸಾಂಸ್ಕೃತಿಕಗಳ ಶರಬಣ್ ಜಿ. ನಡೊವಿ, ಡಾ. ಚಂದ್ರಶೇಖರ ಪಿ. ಪಾಟೀಲ, ಕನ್ನಡ ಅಭಿವೃದ್ಧಿ ಪ್ರಾಧಿಕಾರ ಶರಣಗಿರೀಶ ಉಪಾಧ್ಯಾಯಿಕ ಪಾಟೀಲ ಬಂಧುಗಳು ಮಾತನಾಡುತ್ತಾರೆ.: [650, 1098, 961, 1138]
- writer-ad-title: 'ನೀವು ಬರೆಯಿರಿ': [1323, 331, 1405, 349]
- lead-photo: [253, 144, 961, 387]
- lead-para: ಅವರು ಮಂಗಳವಾರ ಕೊಪ್ಪಳ ಜಿಲ್ಲಾಧಿಕಾರಿ ಭವನದ ಕೃಷಿ ಇಲಾಖೆಯ ಸಭಾಂಗಣದಲ್ಲಿ "ಕೊಲ್ಲಗು ಶಾಲೆಗೆ ಅಭಿಯಾನ" ಕಾರ್ಯಕ್ರಮ ಎಂಬ ಉದ್ದೇಶ ಇಲಾಖೆಗಳ ಜಿಲ್ಲಾ ಮಟ್ಟದ ಅಧಿಕಾರಿಗಳೊಂದಿಗೆ ಪುರೋಗತಿ ಪರಿಶೀಲನಾ ಸಭೆಯಲ್ಲಿ ಅಧ್ಯಕ್ಷತೆ ವಹಿಸಿ ಮಾತನಾಡಿದರು.: [11, 228, 244, 284]
- weather-min: 30°: [1450, 531, 1465, 543]
- weather-min: 29°: [1450, 468, 1465, 479]
- story3-para: ಕೊಪ್ಪಳ : ಕೊಪ್ಪಳ ಕನ್ನಡ ಮತ್ತು ಸಂಸ್ಕೃತಿ ಇಲಾಖೆ ವತಿಯಿಂದ 2025–26ನೇ ಸಾಲಿನ "ಚಿಗುರು" ಇದು ಬಾಲ ಪ್ರತಿಭೆಗಳ ಸಾಂಸ್ಕೃತಿಕ ಕ್ಷೇತ್ರದ ಶಾಸಕೀಯ ನ. 21 ರಂದು ಶುಕ್ರವಾರ ಬೆಳಿಗ್ಗೆ 10.30 ಗಂಟೆಗೆ ಕಾರಟಗಿಯ ಪ್ರ ಶರಣಬಸವೇಶ್ವರ ವಿದ್ಯಾ ಸಂಸ್ಥೆಯಲ್ಲಿ ಆಯೋಜಿಸಲಾಗಿದೆ.: [11, 1098, 322, 1138]
- press-ad-brand: ಹೊಸಪೇಟೆ ಟೈಮ್ಸ್: [1319, 141, 1409, 158]
- tender-col-head: ಮೊತ್ತ (ರೂ.ಲಕ್ಷ): [1418, 659, 1471, 672]
- tender-cell: 18.00: [1418, 684, 1471, 697]
- weather-max-label: ಗರಿಷ್ಠ :: [1284, 483, 1307, 495]
- weather-max: 40°,: [1339, 468, 1358, 479]
- story2-para: ಪ್ರತಿ ವರ್ಷ ನವೆಂಬರ್ 12 ರಂದು ನ್ಯುಮೋನಿಯ ಖಾಯಿಲೆ ಎಂದು ಮೂಲಭೂತ ಕೊನೆಗಾಣಿಸಲು ಸಾಮಾಜಿಕ ಜಾಗೃತಿ ಕಾರ್ಯಕ್ರಮವು ಆಚರಿಸಲಾಗುತ್ತದೆ. ಇದರಲ್ಲಿ 5 ವರ್ಷಗೊಳಗಿನ ಮಕ್ಕಳಿಗೆ ನ್ಯುಮೋನಿಯ ಖಾಯಿಲೆಯಿಂದ ಸಂಭವಿಸಿ ಮರಣವನ್ನು ತಡೆಗಟ್ಟುವ ಬಗ್ಗೆ ಹಾಗೂ ಪರಿಣಾಮಕಾರಿ ಕ್ರಮಗಳ ಕುರಿತು ಮಾಹಿತಿಯನ್ನು ನೀಡಲಾಯಿತು.: [11, 838, 244, 908]
- tender-col-head: ಕ್ರ.ಸಂ: [1232, 659, 1251, 672]
- story3-para: ಈ ವೇಳೆ ಅಧ್ಯಾಪಕರಾಗಿ ಪಾವತಿ ಇಲಾಖೆಯ ಸರ್ಕಾರದ ಕಾರ್ಯನಿರ್ವಾಹಣೆಯಲ್ಲಿ ಪ್ರತಿ ಸ್ಥಾನಿಕತೆ, ಪ್ರಸನ್ನಾನಂದ ಮತ್ತು ಕೊಪ್ಪಳ ವಿಭಾಗದ ಶಾಸಕೀಯ ಆಯುಕ್ತರು ಅವರು ಕೊಪ್ಪಳ ಜಿಲ್ಲಾ ಉಪಾಧ್ಯಾಯ ಕಾರ್ಯನಿರ್ವಾಹಕ ಕೆ. ಮೋಹನ್ ರಾಜ್, ಕೊಪ್ಪಳ ಜಿಲ್ಲಾಧಿಕಾರಿ ಉಪಸ್ಥಿತರಿರುತ್ತಾರೆ.: [330, 1175, 642, 1216]
- tender-cell: ವಾರ್ಡ್ ನಂ.5 ರಲ್ಲಿ ಚರಂಡಿ ನಿರ್ಮಾಣ ಕಾಮಗಾರಿ: [1251, 684, 1418, 697]
- weather-min-label: ಕನಿಷ್ಠ :: [1394, 483, 1417, 495]
- story2-column-2: [253, 881, 602, 1027]
- story2-para: ಕೊಪ್ಪಳ ಜಿಲ್ಲಾ ಆರೋಗ್ಯ ಶಿಕ್ಷಣಾಧಿಕಾರಿ ಶಿವಾನಂದ ಎ.ಸಿ. ಅವರು ಮಾತನಾಡಿ ಆರೋಗ್ಯದ ಬಗ್ಗೆ ಮಾತನಾಡಿ, ಆರ್.ಸಿ.ಹೆಚ್ ಕಾರ್ಯಕ್ರಮ, ರಾಷ್ಟ್ರೀಯ ಲಸಿಕಾ ಕಾರ್ಯಕ್ರಮ, ಕುಟುಂಬ ಕಲ್ಯಾಣ ಕಾರ್ಯಕ್ರಮಗಳ ಬಗ್ಗೆ ಸವಿವರವಾಗಿ ತಿಳಿಸಿದರು.: [253, 945, 603, 986]
- story2-para: ನ್ಯುಮೋನಿಯ ಕೊಂಡಿಸಲು ಆರೋಗ್ಯವಾದ ಕಲ್ಪನೆಯನ್ನು ಬಳಸಲು ಇಡೀಗಿಸಿ 5 ವರ್ಷದೊಳಗಿನ ಮಕ್ಕಳಲ್ಲಿ ಸಂಂಭವಿಸುವ / ಮಾರಣಾಂತಿಕ ಪ್ರಮಾಣವನ್ನು ತಗ್ಗಿಸಲಾಗಿದೆ. 5 ವರ್ಷದೊಳಗಿನ ಮಕ್ಕಳಲ್ಲಿ ಆಹಾರ ಸೇವಿಸದಿದ್ದರೆ, ಸಾಮಾನ್ಯ ಚಟುವಟಿಕೆಗಿಂತ ಕಡಿಮೆ ಇದ್ದರೆ, ವೇಗದ: [11, 916, 244, 971]
- tender-table: [1231, 659, 1497, 708]
